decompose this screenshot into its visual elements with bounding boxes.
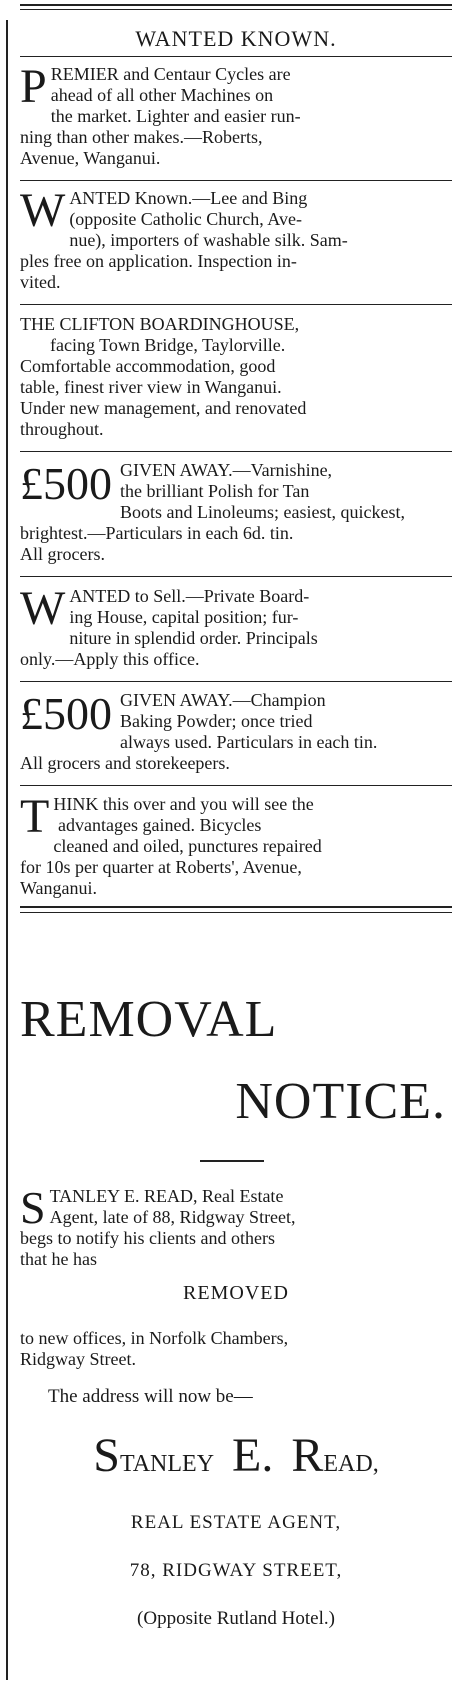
removal-intro: S TANLEY E. READ, Real Estate Agent, late of 88, Ridgway Street, begs to notify his clients and others that he has — [20, 1182, 296, 1269]
section-end-rule — [20, 906, 452, 908]
notice-title: NOTICE. — [235, 1073, 446, 1130]
drop-cap: T — [20, 790, 50, 843]
top-rule — [20, 4, 452, 6]
ad-divider — [20, 180, 452, 181]
drop-cap: £500 — [20, 688, 112, 739]
drop-cap: W — [20, 184, 66, 237]
signature-name: STANLEY E. READ, — [93, 1429, 379, 1482]
drop-cap: P — [20, 60, 47, 113]
drop-cap: W — [20, 582, 66, 635]
ad-roberts-bicycles: T HINK this over and you will see the advantages gained. Bicycles cleaned and oiled, punctures repaired for 10s per quarter at Roberts', Avenue, Wanganui. — [20, 790, 322, 898]
section-header: WANTED KNOWN. — [135, 26, 337, 51]
agent-title: REAL ESTATE AGENT, — [130, 1512, 342, 1533]
header-rule — [20, 56, 452, 57]
ad-boarding-house-sale: W ANTED to Sell.—Private Board- ing House, capital position; fur- niture in splendid order. Principals only.—Apply this office. — [20, 582, 318, 669]
removal-destination: to new offices, in Norfolk Chambers, Ridgway Street. — [20, 1328, 289, 1369]
ad-premier-cycles: P REMIER and Centaur Cycles are ahead of all other Machines on the market. Lighter and easier run- ning than other makes.—Roberts, Avenue, Wanganui. — [20, 60, 301, 168]
section-end-rule-thin — [20, 912, 452, 913]
removal-title: REMOVAL — [20, 991, 278, 1048]
ad-clifton-boardinghouse: THE CLIFTON BOARDINGHOUSE, facing Town Bridge, Taylorville. Comfortable accommodation, good table, finest river view in Wanganui. Under new management, and renovated throughout. — [20, 314, 307, 439]
drop-cap: £500 — [20, 458, 112, 509]
ad-divider — [20, 785, 452, 786]
ad-divider — [20, 576, 452, 577]
short-divider — [200, 1160, 264, 1162]
drop-cap: S — [20, 1182, 46, 1233]
ad-divider — [20, 451, 452, 452]
top-rule-thin — [20, 9, 452, 10]
removed-heading: REMOVED — [183, 1282, 289, 1304]
street-address: 78, RIDGWAY STREET, — [129, 1560, 343, 1581]
drop-cap: T — [20, 314, 31, 334]
ad-champion-baking-powder: £500 GIVEN AWAY.—Champion Baking Powder; once tried always used. Particulars in each tin. All grocers and storekeepers. — [20, 688, 378, 773]
ad-varnishine: £500 GIVEN AWAY.—Varnishine, the brilliant Polish for Tan Boots and Linoleums; easiest, quickest, brightest.—Particulars in each 6d. tin. All grocers. — [20, 458, 405, 564]
ad-divider — [20, 304, 452, 305]
ad-divider — [20, 681, 452, 682]
address-intro: The address will now be— — [48, 1386, 253, 1407]
ad-lee-and-bing: W ANTED Known.—Lee and Bing (opposite Catholic Church, Ave- nue), importers of washable silk. Sam- ples free on application. Inspection in- vited. — [20, 184, 348, 292]
opposite-note: (Opposite Rutland Hotel.) — [137, 1608, 335, 1629]
column-border — [6, 20, 8, 1680]
